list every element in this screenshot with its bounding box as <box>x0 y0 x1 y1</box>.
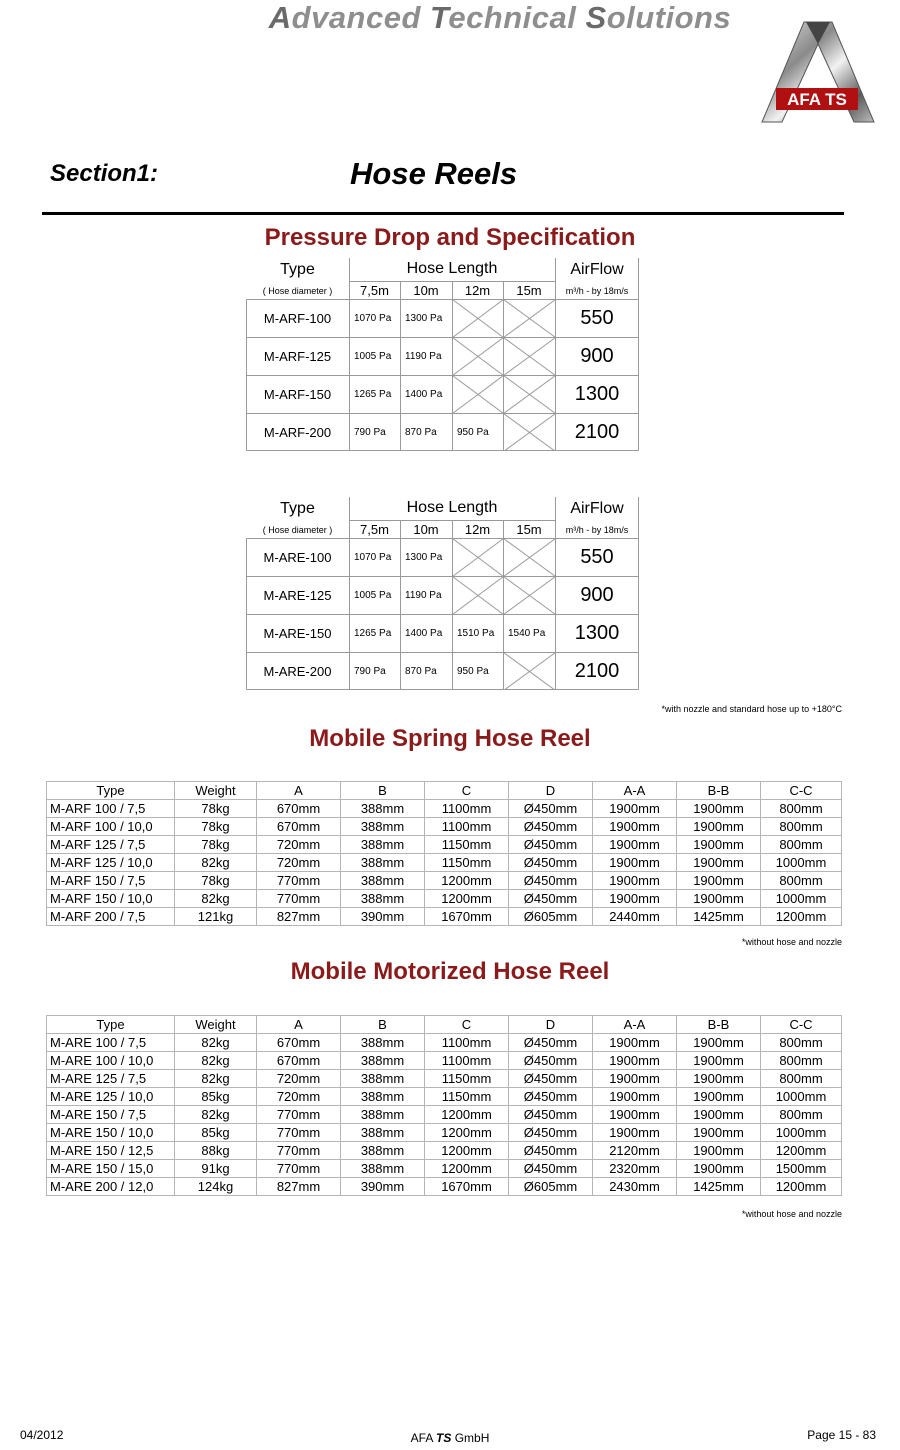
dimension-cell: 85kg <box>175 1088 257 1106</box>
dimension-cell: 1200mm <box>425 1106 509 1124</box>
afa-ts-logo <box>758 18 876 128</box>
dimension-cell: 1000mm <box>761 890 842 908</box>
pressure-value: 790 Pa <box>354 665 386 677</box>
airflow-value: 550 <box>580 306 614 329</box>
dimension-cell: 1900mm <box>677 800 761 818</box>
column-header: A <box>257 782 341 800</box>
dimension-cell: 1900mm <box>593 1124 677 1142</box>
type-cell: M-ARE 150 / 10,0 <box>47 1124 175 1142</box>
spring-reel-note: *without hose and nozzle <box>741 937 842 947</box>
dimension-cell: 2440mm <box>593 908 677 926</box>
table-row <box>47 1124 842 1142</box>
dimension-cell: 388mm <box>341 1088 425 1106</box>
column-header: A <box>257 1016 341 1034</box>
dimension-cell: 85kg <box>175 1124 257 1142</box>
airflow-value: 2100 <box>574 659 620 682</box>
pressure-value: 1540 Pa <box>508 627 546 639</box>
col-header-length: 12m <box>464 521 491 537</box>
dimension-cell: Ø450mm <box>509 1088 593 1106</box>
col-header-airflow-sub: m³/h - by 18m/s <box>565 524 629 535</box>
dimension-cell: Ø450mm <box>509 1052 593 1070</box>
dimension-cell: 1900mm <box>593 1070 677 1088</box>
dimension-cell: 388mm <box>341 1124 425 1142</box>
table-row <box>47 1052 842 1070</box>
dimension-cell: 770mm <box>257 890 341 908</box>
spring-reel-title: Mobile Spring Hose Reel <box>309 725 591 752</box>
dimension-cell: 1000mm <box>761 1124 842 1142</box>
dimension-cell: 670mm <box>257 818 341 836</box>
pressure-value: 1300 Pa <box>405 551 443 563</box>
table-row <box>47 1070 842 1088</box>
dimension-cell: 1900mm <box>677 854 761 872</box>
dimension-cell: 770mm <box>257 1160 341 1178</box>
pressure-table-are <box>246 497 639 690</box>
dimension-cell: 388mm <box>341 1160 425 1178</box>
dimension-cell: Ø605mm <box>509 908 593 926</box>
motorized-reel-table <box>46 1015 842 1196</box>
column-header: C-C <box>761 782 842 800</box>
dimension-cell: 1200mm <box>425 1124 509 1142</box>
col-header-length: 10m <box>413 282 439 298</box>
row-type: M-ARE-150 <box>263 625 332 641</box>
airflow-value: 900 <box>580 344 614 367</box>
dimension-cell: Ø450mm <box>509 890 593 908</box>
dimension-cell: 1670mm <box>425 1178 509 1196</box>
pressure-value: 1070 Pa <box>354 551 392 563</box>
dimension-cell: 720mm <box>257 854 341 872</box>
dimension-cell: 1200mm <box>425 1160 509 1178</box>
dimension-cell: 1900mm <box>677 1034 761 1052</box>
row-type: M-ARF-200 <box>263 424 332 440</box>
dimension-cell: 2430mm <box>593 1178 677 1196</box>
dimension-cell: 670mm <box>257 800 341 818</box>
dimension-cell: 827mm <box>257 908 341 926</box>
table-row <box>47 1160 842 1178</box>
col-header-length: 7,5m <box>360 521 389 537</box>
column-header: A-A <box>593 782 677 800</box>
dimension-cell: Ø450mm <box>509 818 593 836</box>
column-header: Weight <box>175 1016 257 1034</box>
dimension-cell: 1900mm <box>677 1124 761 1142</box>
dimension-cell: 1900mm <box>593 872 677 890</box>
dimension-cell: 82kg <box>175 1070 257 1088</box>
spring-reel-table <box>46 781 842 926</box>
dimension-cell: 388mm <box>341 1070 425 1088</box>
dimension-cell: 800mm <box>761 1034 842 1052</box>
row-type: M-ARE-125 <box>263 587 332 603</box>
col-header-length: 12m <box>464 282 491 298</box>
col-header-airflow: AirFlow <box>570 500 624 517</box>
col-header-length: 15m <box>516 521 542 537</box>
dimension-cell: 1200mm <box>425 872 509 890</box>
dimension-cell: Ø450mm <box>509 872 593 890</box>
column-header: D <box>509 782 593 800</box>
dimension-cell: 124kg <box>175 1178 257 1196</box>
dimension-cell: 1200mm <box>761 1142 842 1160</box>
table-row <box>47 1088 842 1106</box>
type-cell: M-ARF 100 / 10,0 <box>47 818 175 836</box>
column-header: B <box>341 782 425 800</box>
table-row <box>47 890 842 908</box>
pressure-value: 1190 Pa <box>405 589 442 601</box>
dimension-cell: 800mm <box>761 800 842 818</box>
motorized-reel-title: Mobile Motorized Hose Reel <box>290 958 610 985</box>
dimension-cell: 670mm <box>257 1034 341 1052</box>
pressure-value: 950 Pa <box>457 665 489 677</box>
pressure-value: 1005 Pa <box>354 350 392 362</box>
dimension-cell: 78kg <box>175 818 257 836</box>
type-cell: M-ARF 100 / 7,5 <box>47 800 175 818</box>
pressure-note: *with nozzle and standard hose up to +180°C <box>661 704 842 714</box>
pressure-value: 1400 Pa <box>405 627 443 639</box>
column-header: B-B <box>677 1016 761 1034</box>
dimension-cell: 1900mm <box>593 854 677 872</box>
table-row <box>47 1034 842 1052</box>
logo-text: AFA TS <box>787 90 847 109</box>
col-header-type: Type <box>280 500 315 517</box>
col-header-hose-length: Hose Length <box>406 260 498 277</box>
pressure-value: 870 Pa <box>405 426 437 438</box>
row-type: M-ARF-100 <box>263 310 332 326</box>
company-name <box>250 0 750 36</box>
dimension-cell: 1200mm <box>761 908 842 926</box>
dimension-cell: 91kg <box>175 1160 257 1178</box>
dimension-cell: 388mm <box>341 1052 425 1070</box>
dimension-cell: Ø450mm <box>509 1160 593 1178</box>
dimension-cell: 1425mm <box>677 1178 761 1196</box>
dimension-cell: 827mm <box>257 1178 341 1196</box>
dimension-cell: 1900mm <box>593 890 677 908</box>
column-header: C-C <box>761 1016 842 1034</box>
dimension-cell: 1900mm <box>677 1160 761 1178</box>
dimension-cell: 770mm <box>257 1142 341 1160</box>
dimension-cell: Ø450mm <box>509 836 593 854</box>
company-word-1: Advanced <box>268 0 431 35</box>
dimension-cell: Ø450mm <box>509 1034 593 1052</box>
pressure-value: 870 Pa <box>405 665 437 677</box>
dimension-cell: 1100mm <box>425 800 509 818</box>
section-divider <box>42 212 844 215</box>
dimension-cell: 390mm <box>341 1178 425 1196</box>
table-row <box>47 1178 842 1196</box>
column-header: B-B <box>677 782 761 800</box>
section-title: Hose Reels <box>350 156 518 191</box>
dimension-cell: 1900mm <box>593 1088 677 1106</box>
footer-page: Page 15 - 83 <box>807 1428 876 1442</box>
row-type: M-ARE-200 <box>263 663 332 679</box>
dimension-cell: Ø450mm <box>509 1070 593 1088</box>
dimension-cell: 670mm <box>257 1052 341 1070</box>
dimension-cell: 800mm <box>761 1106 842 1124</box>
dimension-cell: Ø450mm <box>509 800 593 818</box>
table-row <box>47 800 842 818</box>
dimension-cell: 1900mm <box>593 1052 677 1070</box>
dimension-cell: 78kg <box>175 836 257 854</box>
dimension-cell: 2120mm <box>593 1142 677 1160</box>
row-type: M-ARE-100 <box>263 549 332 565</box>
dimension-cell: 388mm <box>341 872 425 890</box>
dimension-cell: 1100mm <box>425 1034 509 1052</box>
dimension-cell: 770mm <box>257 872 341 890</box>
dimension-cell: 1100mm <box>425 1052 509 1070</box>
column-header: Type <box>47 782 175 800</box>
airflow-value: 1300 <box>574 621 620 644</box>
pressure-value: 1300 Pa <box>405 312 443 324</box>
table-row <box>47 908 842 926</box>
dimension-cell: 800mm <box>761 872 842 890</box>
column-header: B <box>341 1016 425 1034</box>
dimension-cell: 388mm <box>341 1142 425 1160</box>
column-header: C <box>425 782 509 800</box>
company-word-3: Solutions <box>585 0 732 35</box>
type-cell: M-ARE 200 / 12,0 <box>47 1178 175 1196</box>
dimension-cell: 390mm <box>341 908 425 926</box>
column-header: C <box>425 1016 509 1034</box>
dimension-cell: 1200mm <box>425 1142 509 1160</box>
dimension-cell: Ø450mm <box>509 1142 593 1160</box>
dimension-cell: Ø450mm <box>509 1106 593 1124</box>
col-header-type: Type <box>280 261 315 278</box>
pressure-value: 1265 Pa <box>354 388 392 400</box>
dimension-cell: 82kg <box>175 1052 257 1070</box>
table-row <box>47 872 842 890</box>
pressure-value: 1265 Pa <box>354 627 392 639</box>
dimension-cell: 1900mm <box>677 872 761 890</box>
type-cell: M-ARE 100 / 10,0 <box>47 1052 175 1070</box>
dimension-cell: 388mm <box>341 890 425 908</box>
dimension-cell: 1150mm <box>425 1070 509 1088</box>
pressure-table-arf <box>246 258 639 451</box>
column-header: D <box>509 1016 593 1034</box>
motorized-reel-note: *without hose and nozzle <box>741 1209 842 1219</box>
type-cell: M-ARE 150 / 15,0 <box>47 1160 175 1178</box>
dimension-cell: 82kg <box>175 854 257 872</box>
dimension-cell: 1425mm <box>677 908 761 926</box>
dimension-cell: Ø450mm <box>509 854 593 872</box>
dimension-cell: 1100mm <box>425 818 509 836</box>
table-row <box>47 1142 842 1160</box>
pressure-value: 950 Pa <box>457 426 489 438</box>
dimension-cell: 388mm <box>341 1034 425 1052</box>
airflow-value: 2100 <box>574 420 620 443</box>
dimension-cell: 1150mm <box>425 854 509 872</box>
dimension-cell: 1900mm <box>677 1142 761 1160</box>
pressure-value: 1400 Pa <box>405 388 443 400</box>
table-row <box>47 818 842 836</box>
row-type: M-ARF-150 <box>263 386 332 402</box>
dimension-cell: 82kg <box>175 1034 257 1052</box>
pressure-value: 1070 Pa <box>354 312 392 324</box>
dimension-cell: 1900mm <box>677 1052 761 1070</box>
type-cell: M-ARE 150 / 12,5 <box>47 1142 175 1160</box>
dimension-cell: 82kg <box>175 890 257 908</box>
column-header: Weight <box>175 782 257 800</box>
table-header-row <box>47 1016 842 1034</box>
column-header: A-A <box>593 1016 677 1034</box>
dimension-cell: 1900mm <box>677 818 761 836</box>
footer-company: AFA TS GmbH <box>410 1431 490 1445</box>
section-label: Section1: <box>50 160 159 187</box>
dimension-cell: 388mm <box>341 854 425 872</box>
dimension-cell: 720mm <box>257 1070 341 1088</box>
row-type: M-ARF-125 <box>263 348 332 364</box>
dimension-cell: 1670mm <box>425 908 509 926</box>
column-header: Type <box>47 1016 175 1034</box>
dimension-cell: 800mm <box>761 1052 842 1070</box>
pressure-drop-title: Pressure Drop and Specification <box>264 224 636 251</box>
dimension-cell: 88kg <box>175 1142 257 1160</box>
col-header-length: 10m <box>413 521 439 537</box>
col-header-airflow-sub: m³/h - by 18m/s <box>565 285 629 296</box>
dimension-cell: 388mm <box>341 800 425 818</box>
col-header-type-sub: ( Hose diameter ) <box>262 524 333 535</box>
airflow-value: 900 <box>580 583 614 606</box>
dimension-cell: 1000mm <box>761 1088 842 1106</box>
dimension-cell: 1150mm <box>425 1088 509 1106</box>
dimension-cell: 388mm <box>341 818 425 836</box>
dimension-cell: 78kg <box>175 800 257 818</box>
pressure-value: 1005 Pa <box>354 589 392 601</box>
dimension-cell: 121kg <box>175 908 257 926</box>
dimension-cell: 770mm <box>257 1124 341 1142</box>
dimension-cell: 1900mm <box>677 890 761 908</box>
dimension-cell: 1150mm <box>425 836 509 854</box>
table-row <box>47 836 842 854</box>
dimension-cell: 1900mm <box>677 836 761 854</box>
col-header-airflow: AirFlow <box>570 261 624 278</box>
table-row <box>47 854 842 872</box>
table-header-row <box>47 782 842 800</box>
dimension-cell: 1900mm <box>593 818 677 836</box>
dimension-cell: 1000mm <box>761 854 842 872</box>
pressure-value: 1510 Pa <box>457 627 495 639</box>
dimension-cell: 82kg <box>175 1106 257 1124</box>
type-cell: M-ARE 125 / 10,0 <box>47 1088 175 1106</box>
dimension-cell: 1200mm <box>761 1178 842 1196</box>
type-cell: M-ARF 150 / 10,0 <box>47 890 175 908</box>
dimension-cell: 1900mm <box>593 1034 677 1052</box>
dimension-cell: 1500mm <box>761 1160 842 1178</box>
dimension-cell: 1200mm <box>425 890 509 908</box>
dimension-cell: Ø605mm <box>509 1178 593 1196</box>
dimension-cell: 78kg <box>175 872 257 890</box>
table-row <box>47 1106 842 1124</box>
dimension-cell: 1900mm <box>677 1070 761 1088</box>
footer-date: 04/2012 <box>20 1428 64 1442</box>
dimension-cell: Ø450mm <box>509 1124 593 1142</box>
dimension-cell: 720mm <box>257 836 341 854</box>
type-cell: M-ARF 125 / 7,5 <box>47 836 175 854</box>
dimension-cell: 1900mm <box>593 800 677 818</box>
pressure-value: 790 Pa <box>354 426 386 438</box>
dimension-cell: 1900mm <box>677 1106 761 1124</box>
type-cell: M-ARE 150 / 7,5 <box>47 1106 175 1124</box>
airflow-value: 550 <box>580 545 614 568</box>
dimension-cell: 1900mm <box>677 1088 761 1106</box>
dimension-cell: 2320mm <box>593 1160 677 1178</box>
airflow-value: 1300 <box>574 382 620 405</box>
company-word-2: Technical <box>430 0 586 35</box>
col-header-hose-length: Hose Length <box>406 499 498 516</box>
dimension-cell: 720mm <box>257 1088 341 1106</box>
type-cell: M-ARE 125 / 7,5 <box>47 1070 175 1088</box>
type-cell: M-ARF 150 / 7,5 <box>47 872 175 890</box>
dimension-cell: 800mm <box>761 836 842 854</box>
dimension-cell: 1900mm <box>593 836 677 854</box>
dimension-cell: 800mm <box>761 818 842 836</box>
type-cell: M-ARF 200 / 7,5 <box>47 908 175 926</box>
col-header-length: 15m <box>516 282 542 298</box>
col-header-type-sub: ( Hose diameter ) <box>262 285 333 296</box>
dimension-cell: 388mm <box>341 836 425 854</box>
pressure-value: 1190 Pa <box>405 350 442 362</box>
dimension-cell: 1900mm <box>593 1106 677 1124</box>
type-cell: M-ARF 125 / 10,0 <box>47 854 175 872</box>
dimension-cell: 770mm <box>257 1106 341 1124</box>
dimension-cell: 800mm <box>761 1070 842 1088</box>
type-cell: M-ARE 100 / 7,5 <box>47 1034 175 1052</box>
dimension-cell: 388mm <box>341 1106 425 1124</box>
col-header-length: 7,5m <box>360 282 389 298</box>
